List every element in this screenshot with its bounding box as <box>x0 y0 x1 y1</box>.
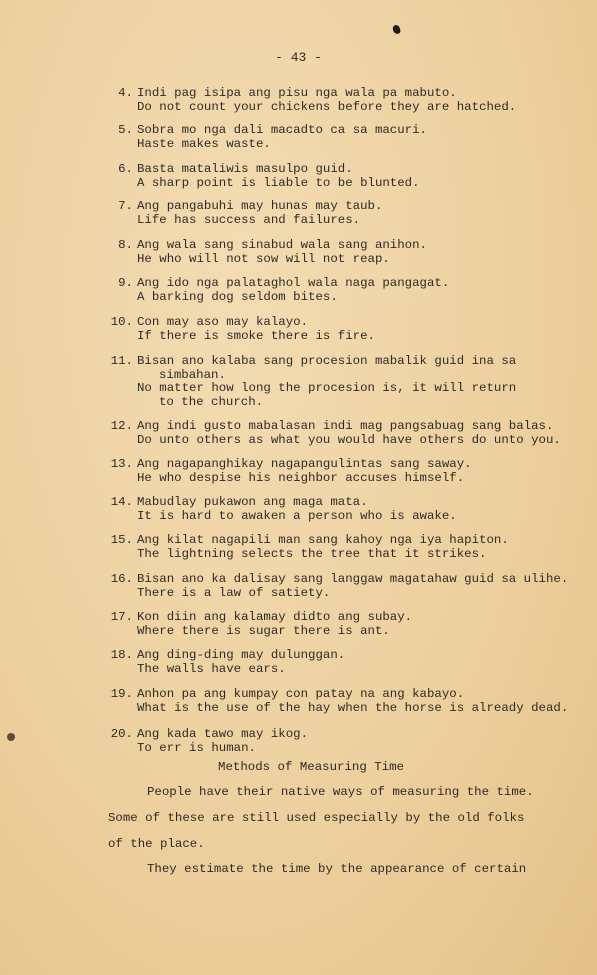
proverb-text <box>137 124 427 151</box>
paragraph-line: People have their native ways of measuring the time. <box>147 785 534 799</box>
section-title: Methods of Measuring Time <box>218 760 404 774</box>
proverb-original: Ang indi gusto mabalasan indi mag pangsabuag sang balas. <box>137 419 554 433</box>
proverb-number: 15. <box>110 533 133 547</box>
proverb-translation: What is the use of the hay when the horse is already dead. <box>137 700 569 715</box>
proverb-number: 18. <box>110 648 133 662</box>
proverb-line: No matter how long the procesion is, it will return <box>137 381 517 395</box>
proverb-line: to the church. <box>159 394 264 409</box>
proverb-original: Ang ding-ding may dulunggan. <box>137 648 346 662</box>
proverb-original: Anhon pa ang kumpay con patay na ang kabayo. <box>137 687 465 701</box>
proverb-text <box>137 316 375 343</box>
proverb-original: Indi pag isipa ang pisu nga wala pa mabuto. <box>137 86 457 100</box>
proverb-translation: There is a law of satiety. <box>137 585 331 600</box>
proverb-translation: Do not count your chickens before they are hatched. <box>137 99 517 114</box>
proverb-line: Bisan ano kalaba sang procesion mabalik guid ina sa <box>137 354 517 368</box>
proverb-number: 10. <box>110 315 133 329</box>
proverb-text <box>137 496 457 523</box>
proverb-original: Bisan ano ka dalisay sang langgaw magatahaw guid sa ulihe. <box>137 572 569 586</box>
proverb-number: 8. <box>118 238 133 252</box>
paragraph-line: of the place. <box>108 837 205 851</box>
proverb-text <box>137 163 420 190</box>
proverb-translation: He who will not sow will not reap. <box>137 251 390 266</box>
proverb-text <box>137 87 516 114</box>
proverb-text <box>137 534 509 561</box>
proverb-translation: The walls have ears. <box>137 661 286 676</box>
proverb-original: Ang pangabuhi may hunas may taub. <box>137 199 383 213</box>
proverb-line: simbahan. <box>159 367 226 382</box>
proverb-number: 6. <box>118 162 133 176</box>
proverb-text <box>137 239 427 266</box>
proverb-text <box>137 728 308 755</box>
proverb-number: 4. <box>118 86 133 100</box>
proverb-original: Ang kilat nagapili man sang kahoy nga iya hapiton. <box>137 533 509 547</box>
proverb-number: 19. <box>110 687 133 701</box>
proverb-number: 5. <box>118 123 133 137</box>
proverb-original: Ang wala sang sinabud wala sang anihon. <box>137 238 427 252</box>
proverb-original: Ang nagapanghikay nagapangulintas sang saway. <box>137 457 472 471</box>
proverb-text <box>137 420 561 447</box>
page-number: - 43 - <box>275 50 322 65</box>
proverb-original: Kon diin ang kalamay didto ang subay. <box>137 610 413 624</box>
proverb-translation: If there is smoke there is fire. <box>137 328 375 343</box>
proverb-text <box>137 573 568 600</box>
paragraph-line: Some of these are still used especially by the old folks <box>108 811 525 825</box>
proverb-translation: Where there is sugar there is ant. <box>137 623 390 638</box>
proverb-number: 20. <box>110 727 133 741</box>
proverb-translation: A barking dog seldom bites. <box>137 289 338 304</box>
proverb-translation: Life has success and failures. <box>137 212 361 227</box>
proverb-translation: Do unto others as what you would have others do unto you. <box>137 432 561 447</box>
proverb-text <box>137 688 568 715</box>
proverb-text <box>137 200 382 227</box>
proverb-number: 16. <box>110 572 133 586</box>
proverb-original: Ang kada tawo may ikog. <box>137 727 309 741</box>
proverb-translation: The lightning selects the tree that it strikes. <box>137 546 487 561</box>
proverb-original: Basta mataliwis masulpo guid. <box>137 162 353 176</box>
proverb-number: 12. <box>110 419 133 433</box>
proverb-text <box>137 355 516 409</box>
proverb-translation: To err is human. <box>137 740 256 755</box>
proverb-number: 7. <box>118 199 133 213</box>
proverb-original: Con may aso may kalayo. <box>137 315 309 329</box>
proverb-original: Mabudlay pukawon ang maga mata. <box>137 495 368 509</box>
ink-blot <box>392 24 402 35</box>
proverb-translation: Haste makes waste. <box>137 136 271 151</box>
proverb-text <box>137 277 449 304</box>
paragraph-line: They estimate the time by the appearance of certain <box>147 862 527 876</box>
proverb-translation: A sharp point is liable to be blunted. <box>137 175 420 190</box>
proverb-number: 17. <box>110 610 133 624</box>
proverb-number: 9. <box>118 276 133 290</box>
proverb-original: Ang ido nga palataghol wala naga pangagat. <box>137 276 450 290</box>
proverb-text <box>137 611 412 638</box>
proverb-text <box>137 649 345 676</box>
proverb-number: 14. <box>110 495 133 509</box>
ink-stain <box>7 733 15 741</box>
proverb-text <box>137 458 472 485</box>
proverb-translation: He who despise his neighbor accuses himself. <box>137 470 465 485</box>
proverb-translation: It is hard to awaken a person who is awake. <box>137 508 457 523</box>
proverb-original: Sobra mo nga dali macadto ca sa macuri. <box>137 123 427 137</box>
proverb-number: 13. <box>110 457 133 471</box>
proverb-number: 11. <box>110 354 133 368</box>
